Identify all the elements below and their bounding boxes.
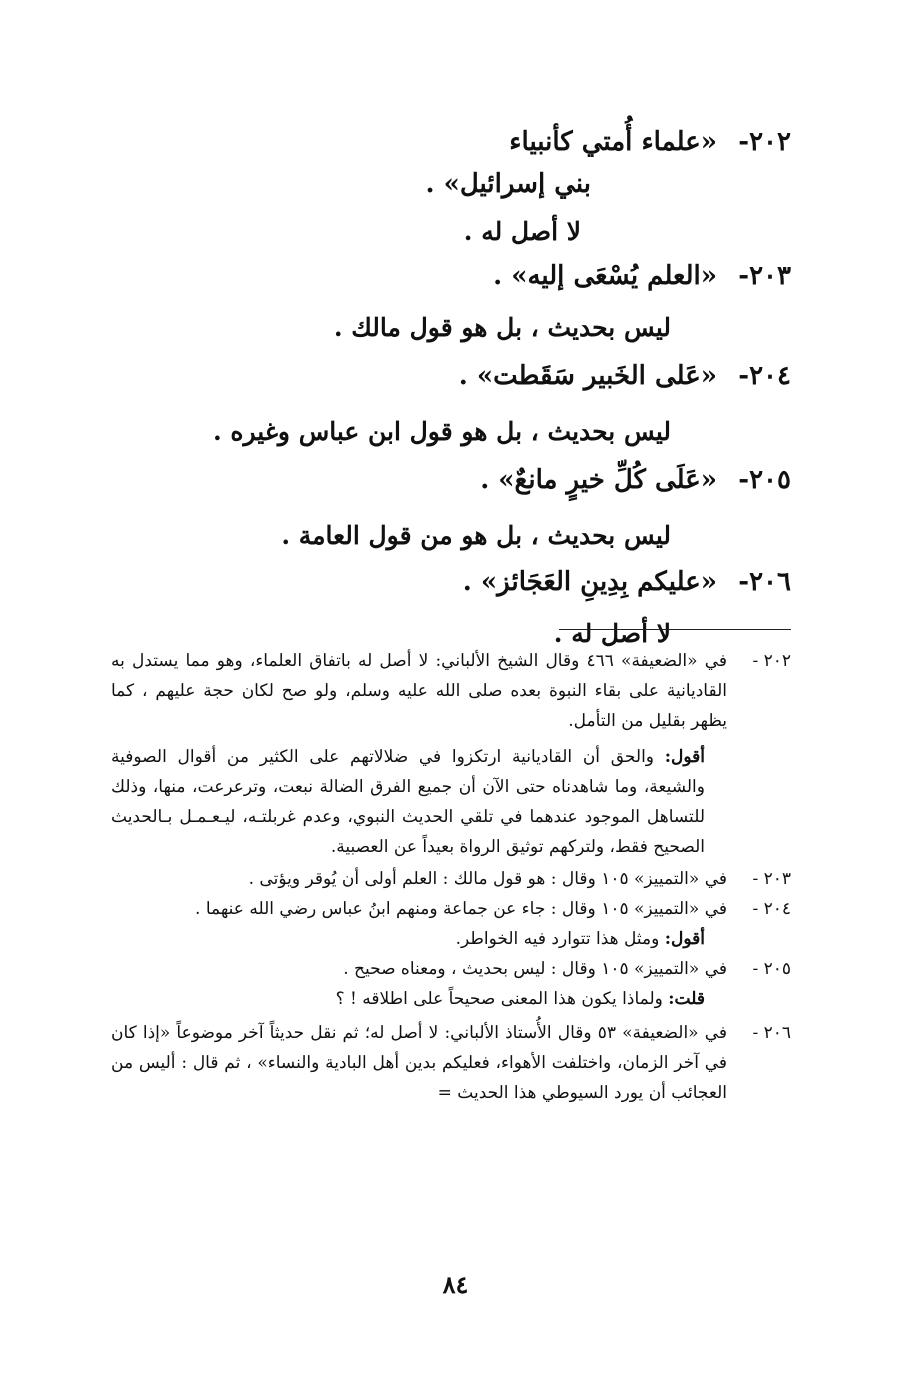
footnote-text: في «الضعيفة» ٤٦٦ وقال الشيخ الألباني: لا أصل له باتفاق العلماء، وهو مما يستدل به القاديانية على بقاء النبوة بعده صلى الله عليه وسلم، ولو صح لكان حجة عليهم ، كما يظهر بقليل من التأمل. [111,651,727,731]
footnote-number: ٢٠٢ - [752,651,791,671]
page-number: ٨٤ [442,1270,469,1299]
footnote-number: ٢٠٣ - [752,869,791,889]
footnote-text: في «الضعيفة» ٥٣ وقال الأُستاذ الألباني: لا أصل له؛ ثم نقل حديثاً آخر موضوعاً «إذا كان في آخر الزمان، واختلفت الأهواء، فعليكم بدين أهل البادية والنساء» ، ثم قال : أليس من العجائب أن يورد السيوطي هذا الحديث = [111,1023,727,1103]
entry-title: «عَلى الخَبير سَقَطت» . [458,361,717,391]
footnote-203 [111,864,791,894]
footnote-text: في «التمييز» ١٠٥ وقال : ليس بحديث ، ومعناه صحيح . [343,959,727,979]
footnote-number: ٢٠٦ - [752,1023,791,1043]
footnote-label: أقول: [664,929,705,949]
footnote-separator [559,629,791,630]
entry-number: ٢٠٢- [738,127,791,157]
footnote-text: في «التمييز» ١٠٥ وقال : هو قول مالك : العلم أولى أن يُوقر ويؤتى . [248,869,727,889]
footnote-202 [111,646,791,862]
footnote-number: ٢٠٤ - [752,899,791,919]
entry-203 [111,260,791,292]
entry-205 [111,464,791,496]
entry-verdict: ليس بحديث ، بل هو قول ابن عباس وغيره . [213,417,671,446]
footnote-comment: والحق أن القاديانية ارتكزوا في ضلالاتهم على الكثير من أقوال الصوفية والشيعة، وما شاهدناه حتى الآن أن جميع الفرق الضالة نبعت، وترعرعت، منها، وذلك للتساهل الموجود عندهما في تلقي الحديث النبوي، وعدم غربلتـه، ليـعـمـل بـالحديث الصحيح فقط، ولتركهم توثيق الرواة بعيداً عن العصبية. [111,747,705,857]
entry-verdict: ليس بحديث ، بل هو من قول العامة . [281,521,671,550]
footnote-label: أقول: [664,747,705,767]
entry-verdict: لا أصل له . [553,619,671,648]
entry-title: «العلم يُسْعَى إليه» . [493,261,717,291]
entry-verdict: ليس بحديث ، بل هو قول مالك . [333,313,671,342]
footnote-206 [111,1018,791,1108]
entry-title-continued: بني إسرائيل» . [425,169,591,199]
entry-number: ٢٠٤- [738,361,791,391]
entry-number: ٢٠٥- [738,465,791,495]
entry-title: «عليكم بِدِينِ العَجَائز» . [462,567,717,597]
entry-verdict: لا أصل له . [463,217,581,246]
footnote-number: ٢٠٥ - [752,959,791,979]
footnote-text: في «التمييز» ١٠٥ وقال : جاء عن جماعة ومنهم ابنُ عباس رضي الله عنهما . [195,899,727,919]
entry-title: «علماء أُمتي كأنبياء [509,127,717,157]
footnote-204 [111,894,791,954]
footnote-205 [111,954,791,1014]
footnotes [111,646,791,1108]
footnote-comment: ولماذا يكون هذا المعنى صحيحاً على اطلاقه ! ؟ [335,989,663,1009]
entry-number: ٢٠٣- [738,261,791,291]
entry-204 [111,360,791,392]
entry-206 [111,566,791,598]
footnote-comment: ومثل هذا تتوارد فيه الخواطر. [455,929,660,949]
footnote-label: قلت: [668,989,705,1009]
entry-202 [111,126,791,158]
entry-number: ٢٠٦- [738,567,791,597]
entry-title: «عَلَى كُلِّ خيرٍ مانعٌ» . [480,465,717,495]
hadith-entries [111,126,791,650]
